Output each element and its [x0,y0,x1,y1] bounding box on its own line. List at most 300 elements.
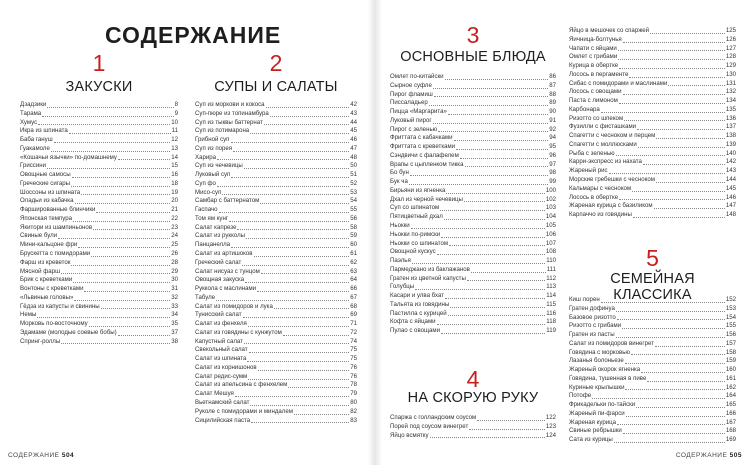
toc-entry [390,196,556,205]
entry-page: 148 [725,211,736,219]
dot-leader [91,256,170,257]
entry-title: Салат из фенхеля [195,320,247,328]
toc-entry [569,340,736,349]
entry-page: 140 [725,149,736,157]
entry-title: Салат из артишоков [195,250,253,257]
entry-title: Сицилийская паста [195,416,251,424]
entry-title: Шоссоны из шпината [20,188,81,196]
dot-leader [283,335,349,336]
entry-title: Салат из корнишонов [195,363,257,371]
dot-leader [643,164,725,165]
entry-page: 130 [725,70,736,78]
toc-entry [390,257,556,266]
toc-entry [569,53,736,62]
dot-leader [73,221,170,222]
toc-entry [390,204,556,213]
entry-title: Салат из рукколы [195,232,246,240]
entry-title: Якитори из шампиньонов [20,223,93,231]
toc-entry [195,276,357,285]
dot-leader [448,114,548,115]
entry-page: 136 [725,114,736,122]
entry-page: 82 [350,407,357,415]
entry-title: Ньокки по-римски [390,230,441,238]
dot-leader [73,282,170,283]
entry-title: Овощная закуска [195,276,245,284]
entry-title: Грибной суп [195,136,230,144]
dot-leader [647,381,724,382]
section-title: СУПЫ И САЛАТЫ [214,79,338,95]
entry-page: 51 [350,171,357,179]
entry-page: 115 [546,300,556,308]
entry-page: 18 [171,179,178,187]
dot-leader [434,96,548,97]
dot-leader [84,291,170,292]
entry-title: Паста с лимоном [569,97,618,105]
entry-page: 75 [350,355,357,363]
toc-entry [390,117,556,126]
entry-page: 168 [725,427,736,435]
entry-page: 152 [725,295,736,303]
toc-entry [20,224,178,233]
entry-page: 95 [549,143,556,151]
toc-entry [569,211,736,220]
toc-entry [569,384,736,393]
toc-entry [20,259,178,268]
entry-page: 126 [725,35,736,43]
dot-leader [217,159,349,160]
entry-title: Гратен из пасты [569,331,615,339]
toc-entry [390,301,556,310]
dot-leader [469,429,545,430]
entry-title: Куриные крылышки [569,383,625,391]
entry-page: 43 [350,109,357,117]
dot-leader [633,217,725,218]
entry-title: Яйцо всмятку [390,431,429,439]
entry-title: Омлет с грибами [569,53,618,61]
dot-leader [623,433,725,434]
entry-title: Тарама [20,109,42,117]
dot-leader [616,337,725,338]
entry-title: Баба гануш [20,136,53,144]
dot-leader [446,193,544,194]
entry-page: 53 [350,188,357,196]
dot-leader [625,363,725,364]
entry-title: Чапати с яйцами [569,44,617,52]
toc-entry [195,294,357,303]
toc-entry [195,154,357,163]
toc-entry [390,178,556,187]
entry-page: 161 [725,374,736,382]
dot-leader [629,77,724,78]
toc-entry [195,232,357,241]
dot-leader [601,112,725,113]
toc-entry [569,36,736,45]
entry-title: Дхал из черной чечевицы [390,195,463,203]
entry-page: 35 [171,320,178,328]
entry-title: Лосось в пергаменте [569,70,629,78]
toc-entry [569,123,736,132]
toc-entry [20,197,178,206]
entry-title: Салат из апельсина с фенхелем [195,381,288,389]
dot-leader [433,88,548,89]
toc-entry [195,127,357,136]
entry-page: 158 [725,348,736,356]
dot-leader [465,166,549,167]
toc-entry [569,158,736,167]
entry-page: 112 [546,274,556,282]
dot-leader [449,245,545,246]
toc-entry [569,427,736,436]
right-page [382,0,750,465]
toc-entry [195,171,357,180]
toc-entry [390,213,556,222]
entry-title: Киш лорен [569,295,600,303]
entry-page: 165 [725,401,736,409]
dot-leader [257,291,349,292]
dot-leader [654,208,725,209]
entry-page: 111 [546,265,556,273]
dot-leader [249,352,350,353]
toc-entry [390,310,556,319]
toc-entry [390,73,556,82]
dot-leader [656,138,724,139]
entry-page: 38 [171,337,178,345]
dot-leader [409,184,548,185]
toc-entry [390,99,556,108]
dot-leader [411,228,545,229]
entry-title: Сибас с помидорами и маслинами [569,79,668,87]
dot-leader [261,273,349,274]
toc-entry [569,349,736,358]
entry-page: 31 [171,285,178,293]
footer-label: СОДЕРЖАНИЕ [675,452,728,459]
entry-title: Жареный пи-фарси [569,409,625,417]
dot-leader [460,158,548,159]
entry-title: Гаспачо [195,206,218,214]
entry-title: Ньокки со шпинатом [390,239,449,247]
entry-page: 99 [549,178,556,186]
footer-label: СОДЕРЖАНИЕ [8,452,60,459]
entry-page: 74 [350,337,357,345]
entry-title: Омлет по-китайски [390,72,444,80]
entry-title: Тунисский салат [195,311,242,319]
toc-entry [20,206,178,215]
dot-leader [58,238,170,239]
entry-title: Пятицветный дхал [390,213,443,221]
dot-leader [96,212,170,213]
entry-title: Харира [195,153,217,161]
dot-leader [619,103,725,104]
entry-page: 153 [725,304,736,312]
entry-title: Карри-экспресс из нахата [569,158,642,166]
toc-entry [195,408,357,417]
toc-entry [390,134,556,143]
entry-page: 60 [350,241,357,249]
entry-title: Спагетти с чесноком и перцем [569,132,656,140]
entry-page: 91 [549,116,556,124]
dot-leader [74,300,170,301]
left-page [0,0,368,465]
toc-entry [569,392,736,401]
toc-entry [20,303,178,312]
entry-page: 46 [350,136,357,144]
entry-page: 29 [171,267,178,275]
page-number: 504 [61,452,75,459]
entry-title: Лосось в обертке [569,193,619,201]
entry-page: 147 [725,202,736,210]
entry-page: 19 [171,188,178,196]
entry-title: Овощные самосы [20,171,71,179]
entry-title: Суп из моркови и кокоса [195,100,265,108]
dot-leader [61,343,170,344]
dot-leader [456,149,548,150]
entry-page: 131 [725,79,736,87]
section-title: ОСНОВНЫЕ БЛЮДА [400,49,546,65]
entry-page: 79 [350,390,357,398]
dot-leader [260,203,349,204]
dot-leader [54,142,171,143]
entry-page: 78 [350,381,357,389]
entry-title: Пирог фламиш [390,90,433,98]
dot-leader [244,168,349,169]
toc-entry [569,167,736,176]
entry-title: Бирьяни из ягненка [390,186,446,194]
entry-title: Фузилли с фисташками [569,123,637,131]
dot-leader [270,116,349,117]
entry-title: Панцанелла [195,241,231,249]
entry-page: 25 [171,241,178,249]
entry-page: 104 [545,213,556,221]
entry-title: Свиные ребрышки [569,427,622,435]
toc-entry [20,232,178,241]
entry-page: 63 [350,267,357,275]
entry-title: Рыба с зеленью [569,149,615,157]
dot-leader [437,254,545,255]
dot-leader [231,142,350,143]
dot-leader [247,361,349,362]
entry-title: Свиные були [20,232,58,240]
entry-page: 118 [546,318,556,326]
dot-leader [266,107,350,108]
entry-page: 76 [350,363,357,371]
toc-entry [195,101,357,110]
entry-title: Немы [20,311,37,319]
entry-page: 87 [549,81,556,89]
dot-leader [219,212,350,213]
entry-title: Капустный салат [195,337,243,345]
entry-title: Суп со шпинатом [390,204,440,212]
entry-page: 13 [171,144,178,152]
entry-title: Гратен дофинуа [569,304,615,312]
toc-entry [195,346,357,355]
entry-page: 22 [171,214,178,222]
toc-entry [195,338,357,347]
dot-leader [288,387,349,388]
entry-page: 55 [350,206,357,214]
entry-page: 26 [171,250,178,257]
toc-entry [569,115,736,124]
dot-leader [250,133,349,134]
dot-leader [618,50,725,51]
dot-leader [619,199,725,200]
toc-entry [20,294,178,303]
entry-title: Жареная курица с базиликом [569,202,653,210]
entry-page: 56 [350,214,357,222]
toc-entry [569,410,736,419]
entry-title: Базовое ризотто [569,313,616,321]
dot-leader [614,442,725,443]
dot-leader [93,229,170,230]
entry-title: Салат Мешуя [195,390,234,398]
toc-entry [195,119,357,128]
entry-page: 52 [350,179,357,187]
entry-title: Лосось с овощами [569,88,622,96]
section-title: СЕМЕЙНАЯ КЛАССИКА [610,271,695,303]
entry-page: 102 [545,195,556,203]
entry-title: Кофта с яйцами [390,318,436,326]
toc-entry [195,189,357,198]
dot-leader [75,203,171,204]
toc-entry [195,162,357,171]
toc-entry [20,268,178,277]
dot-leader [631,354,725,355]
section-number: 3 [466,22,480,48]
entry-page: 69 [350,311,357,319]
entry-page: 114 [546,292,556,300]
entry-page: 122 [545,413,556,421]
toc-entry [390,275,556,284]
dot-leader [609,173,725,174]
entry-title: Пулао с овощами [390,327,441,335]
entry-page: 42 [350,100,357,108]
entry-title: Пармеджано из баклажанов [390,265,470,273]
toc-entry [569,176,736,185]
dot-leader [592,398,725,399]
toc-entry [195,215,357,224]
dot-leader [617,424,725,425]
toc-entry [569,375,736,384]
dot-leader [638,147,725,148]
toc-entry [569,80,736,89]
dot-leader [38,124,170,125]
entry-page: 76 [350,372,357,380]
toc-entry [390,283,556,292]
dot-leader [415,289,545,290]
entry-page: 10 [171,118,178,126]
dot-leader [641,372,725,373]
dot-leader [246,238,349,239]
entry-title: Потофе [569,392,592,400]
dot-leader [617,319,725,320]
entry-page: 80 [350,399,357,407]
toc-entry [390,187,556,196]
toc-entry [20,180,178,189]
entry-title: Бук ча [390,178,408,186]
entry-title: Фриттата с кабачками [390,134,453,142]
dot-leader [412,263,546,264]
toc-entry [390,143,556,152]
dot-leader [440,210,545,211]
entry-page: 58 [350,223,357,231]
entry-title: Кальмары с чесноком [569,184,632,192]
dot-leader [464,201,545,202]
entry-title: Самбар с баттернатом [195,197,260,205]
dot-leader [626,416,725,417]
dot-leader [233,151,349,152]
entry-page: 128 [725,53,736,61]
toc-entry [390,318,556,327]
entry-title: Спагетти с моллюсками [569,140,637,148]
dot-leader [72,177,171,178]
dot-leader [467,280,545,281]
entry-page: 103 [545,204,556,212]
toc-entry [569,150,736,159]
entry-title: Салат из шпината [195,355,247,363]
entry-title: Хумус [20,118,38,126]
toc-entry [195,206,357,215]
toc-entry [569,296,736,305]
toc-entry [20,215,178,224]
entry-page: 92 [549,125,556,133]
toc-entry [569,45,736,54]
toc-entry [390,240,556,249]
entry-page: 159 [725,357,736,365]
toc-entry [390,82,556,91]
entry-page: 90 [549,108,556,116]
dot-leader [445,298,545,299]
entry-page: 34 [171,311,178,319]
dot-leader [429,105,548,106]
entry-page: 48 [350,153,357,161]
entry-page: 45 [350,127,357,135]
entry-title: Греческие сигары [20,179,70,187]
toc-entry [390,248,556,257]
entry-page: 137 [725,123,736,131]
dot-leader [37,317,170,318]
entry-title: Луковый пирог [390,116,432,124]
dot-leader [438,131,548,132]
toc-entry [20,320,178,329]
dot-leader [250,405,349,406]
entry-page: 8 [174,100,178,108]
entry-title: Суп из чечевицы [195,162,243,170]
dot-leader [656,182,725,183]
dot-leader [454,140,549,141]
toc-entry [569,62,736,71]
entry-title: Яичница-болтунья [569,35,622,43]
section-number: 2 [269,50,283,76]
toc-entry [20,145,178,154]
entry-page: 105 [545,222,556,229]
toc-list [390,73,556,336]
entry-page: 11 [171,127,178,135]
entry-title: Салат из помидоров и лука [195,302,273,310]
entry-page: 50 [350,162,357,170]
entry-page: 154 [725,313,736,321]
toc-entry [390,414,556,423]
dot-leader [632,191,725,192]
entry-page: 135 [725,105,736,113]
toc-entry [390,169,556,178]
entry-page: 110 [546,257,556,265]
entry-page: 67 [350,293,357,301]
dot-leader [61,273,170,274]
entry-title: Японская темпура [20,214,73,222]
toc-list [195,101,357,425]
entry-page: 75 [350,346,357,354]
entry-title: Говядина, тушенная в пиве [569,374,647,382]
toc-entry [569,331,736,340]
